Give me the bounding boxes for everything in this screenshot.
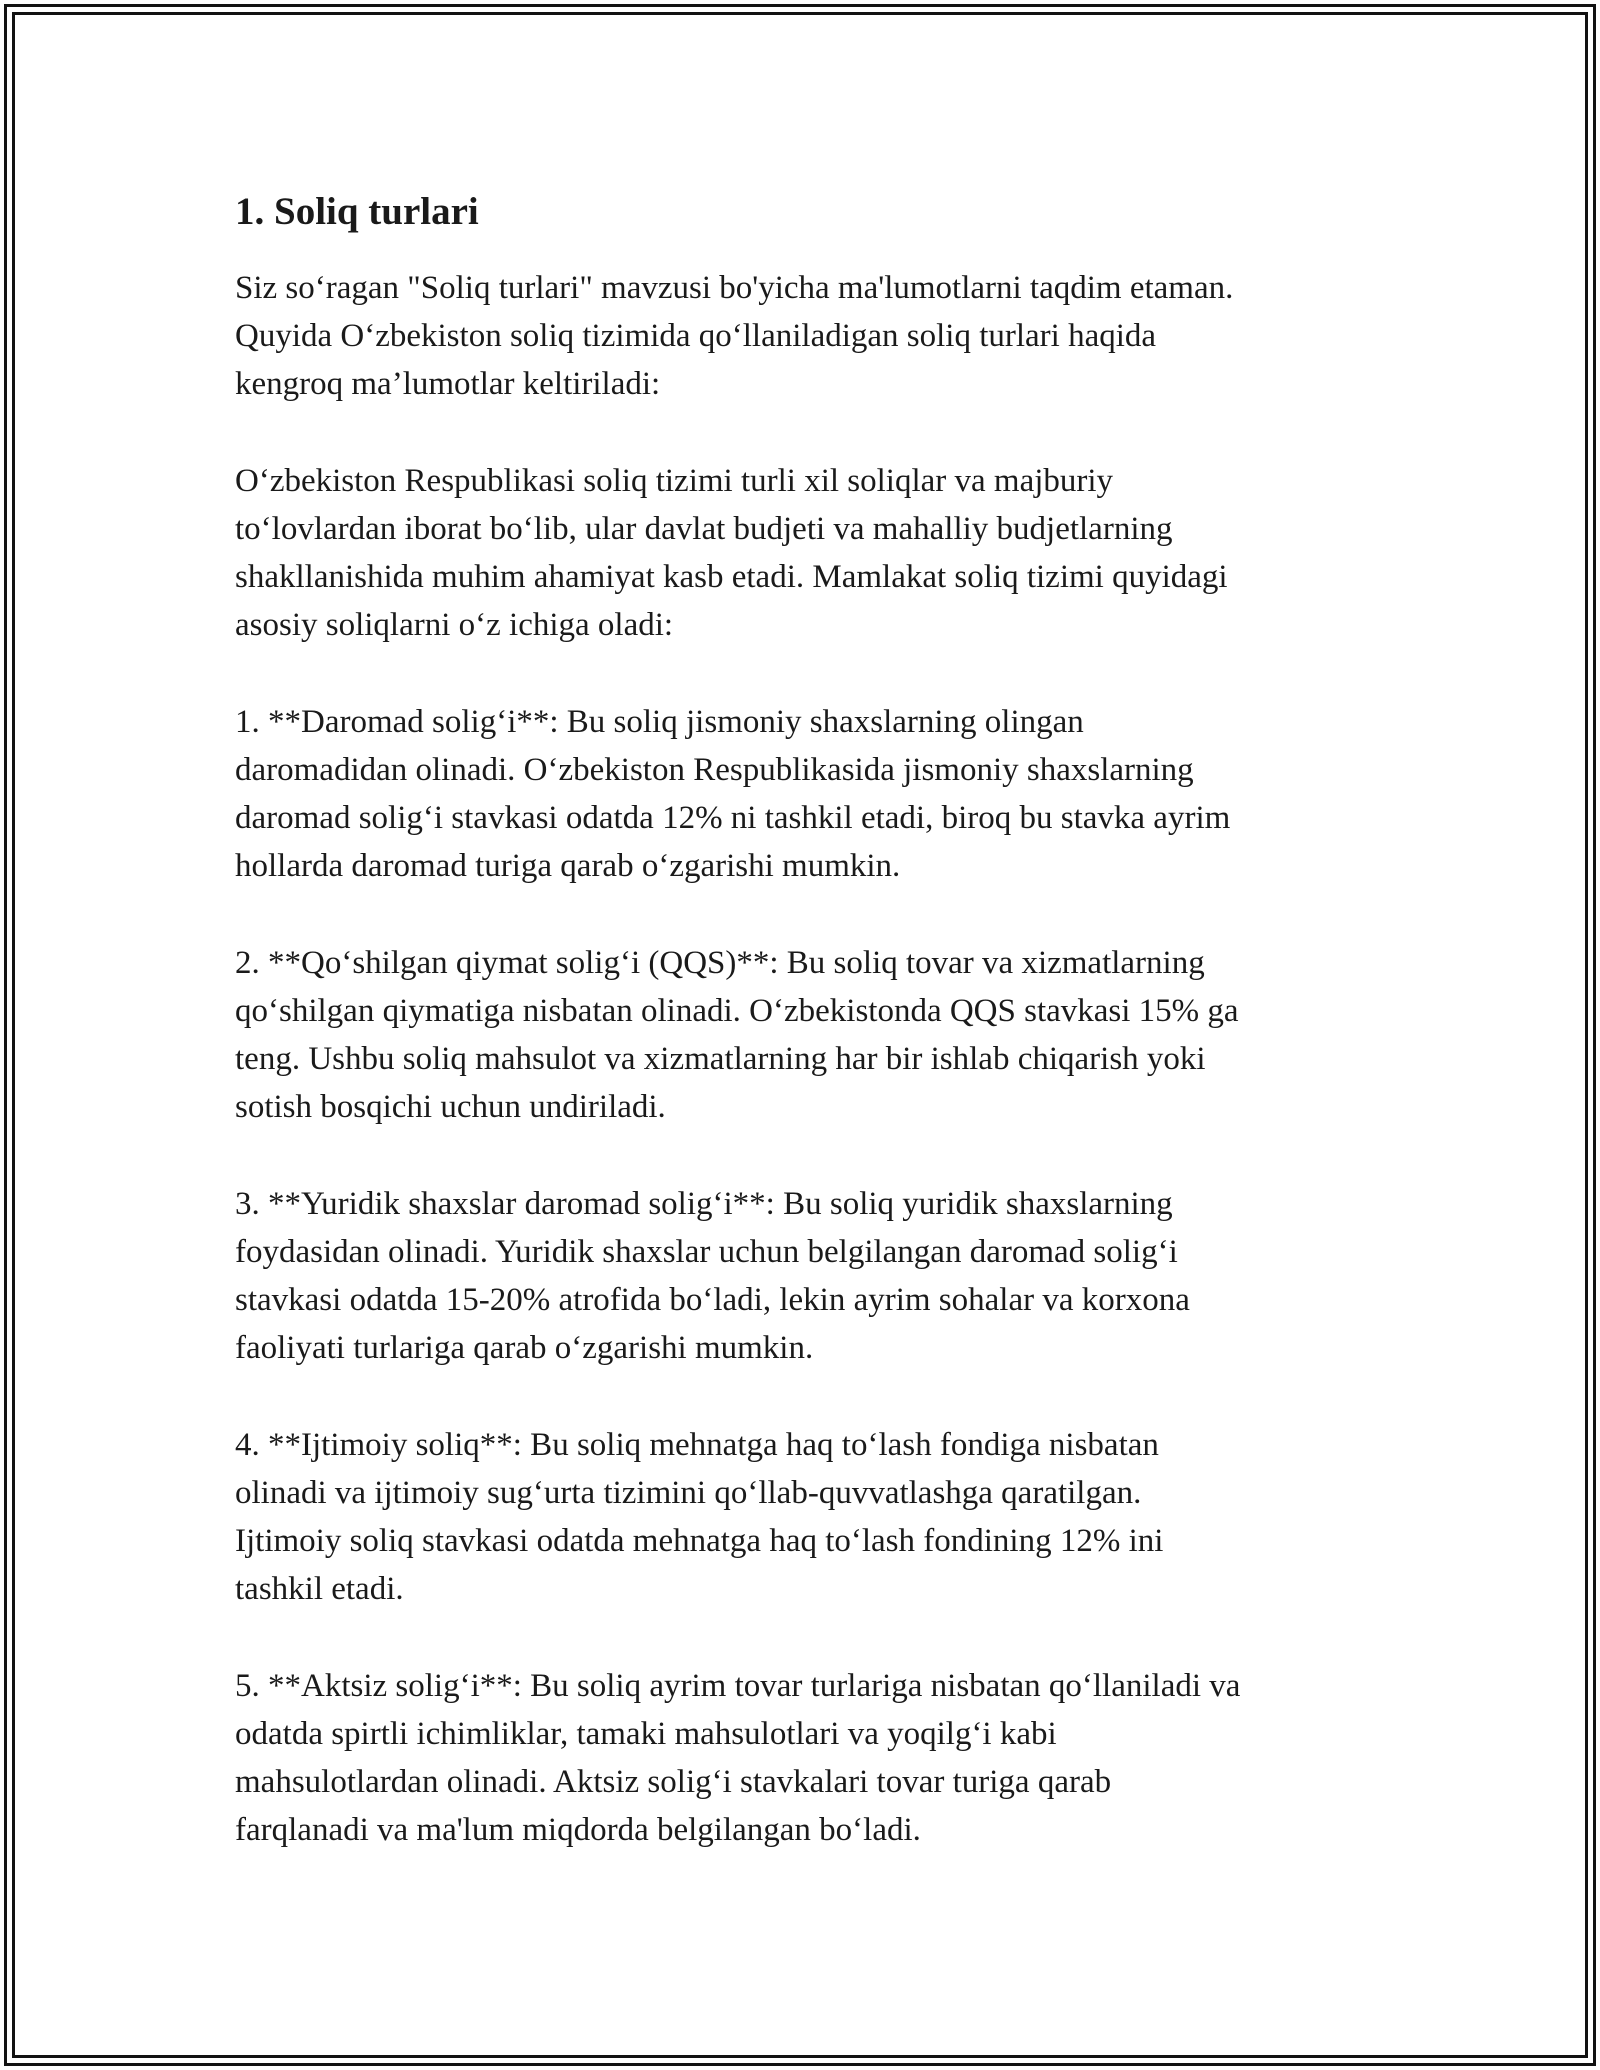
list-item-income-tax: 1. **Daromad solig‘i**: Bu soliq jismoniy shaxslarning olingan daromadidan olinadi. O‘zbekiston Respublikasida jismoniy shaxslarning daromad solig‘i stavkasi odatda 12% ni tashkil etadi, biroq bu stavka ayrim hollarda daromad turiga qarab o‘zgarishi mumkin. — [235, 703, 1231, 885]
list-item-social-tax: 4. **Ijtimoiy soliq**: Bu soliq mehnatga haq to‘lash fondiga nisbatan olinadi va ijtimoiy sug‘urta tizimini qo‘llab-quvvatlashga qaratilgan. Ijtimoiy soliq stavkasi odatda mehnatga haq to‘lash fondining 12% ini tashkil etadi. — [235, 1426, 1164, 1608]
overview-paragraph: O‘zbekiston Respublikasi soliq tizimi turli xil soliqlar va majburiy to‘lovlardan iborat bo‘lib, ular davlat budjeti va mahalliy budjetlarning shakllanishida muhim ahamiyat kasb etadi. Mamlakat soliq tizimi quyidagi asosiy soliqlarni o‘z ichiga oladi: — [235, 462, 1228, 644]
list-item-excise-tax: 5. **Aktsiz solig‘i**: Bu soliq ayrim tovar turlariga nisbatan qo‘llaniladi va odatda spirtli ichimliklar, tamaki mahsulotlari va yoqilg‘i kabi mahsulotlardan olinadi. Aktsiz solig‘i stavkalari tovar turiga qarab farqlanadi va ma'lum miqdorda belgilangan bo‘ladi. — [235, 1667, 1241, 1849]
document-title: 1. Soliq turlari — [235, 190, 479, 233]
list-item-vat: 2. **Qo‘shilgan qiymat solig‘i (QQS)**: Bu soliq tovar va xizmatlarning qo‘shilgan qiymatiga nisbatan olinadi. O‘zbekistonda QQS stavkasi 15% ga teng. Ushbu soliq mahsulot va xizmatlarning har bir ishlab chiqarish yoki sotish bosqichi uchun undiriladi. — [235, 944, 1239, 1126]
intro-paragraph: Siz so‘ragan "Soliq turlari" mavzusi bo'yicha ma'lumotlarni taqdim etaman. Quyida O‘zbekiston soliq tizimida qo‘llaniladigan soliq turlari haqida kengroq ma’lumotlar keltiriladi: — [235, 270, 1234, 403]
document-body — [235, 188, 1375, 1903]
list-item-corporate-tax: 3. **Yuridik shaxslar daromad solig‘i**: Bu soliq yuridik shaxslarning foydasidan olinadi. Yuridik shaxslar uchun belgilangan daromad solig‘i stavkasi odatda 15-20% atrofida bo‘ladi, lekin ayrim sohalar va korxona faoliyati turlariga qarab o‘zgarishi mumkin. — [235, 1185, 1190, 1367]
